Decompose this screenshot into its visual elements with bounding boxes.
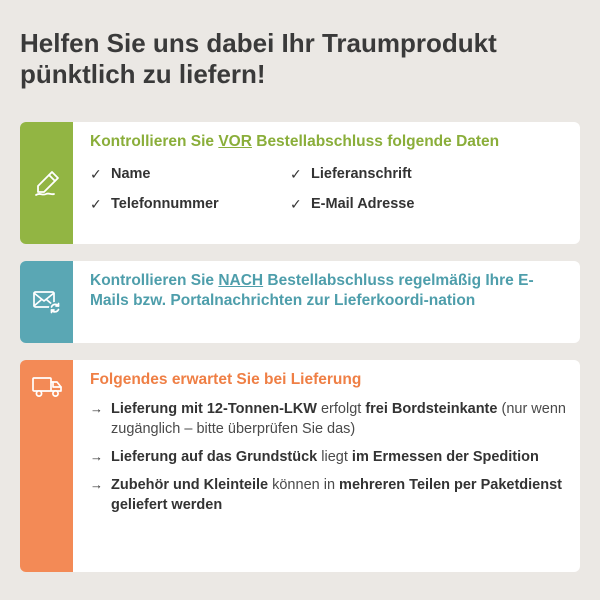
- bold-text: mehreren Teilen per Paketdienst geliefert werden: [111, 477, 562, 513]
- plain-text: (nur wenn zugänglich – bitte überprüfen Sie das): [111, 401, 566, 437]
- list-item: [90, 399, 566, 439]
- check-icon: ✓: [90, 195, 102, 212]
- plain-text: erfolgt: [316, 401, 366, 417]
- check-icon: ✓: [90, 165, 102, 182]
- arrow-right-icon: →: [90, 401, 103, 416]
- title-text: Bestellabschluss regelmäßig Ihre E-Mails bzw. Portalnachrichten zur Lieferkoordi-nation: [90, 272, 534, 309]
- card-content: [90, 132, 566, 215]
- arrow-right-icon: →: [90, 449, 103, 464]
- bold-text: frei Bordsteinkante: [365, 401, 498, 417]
- plain-text: können in: [268, 477, 340, 493]
- bold-text: Zubehör und Kleinteile: [111, 477, 269, 493]
- card-title: [90, 271, 566, 311]
- card-band-green: [20, 122, 73, 244]
- title-text: Kontrollieren Sie: [90, 272, 219, 289]
- list-item: [90, 447, 566, 467]
- pen-signature-icon: [32, 168, 62, 198]
- title-emphasis: VOR: [218, 133, 252, 150]
- headline-line-1: Helfen Sie uns dabei Ihr Traumprodukt: [20, 28, 497, 58]
- list-item: [90, 475, 566, 515]
- check-list: [90, 163, 566, 215]
- delivery-list: [90, 399, 566, 515]
- bold-text: Lieferung mit 12-Tonnen-LKW: [111, 401, 317, 417]
- plain-text: liegt: [317, 449, 352, 465]
- title-text: Bestellabschluss folgende Daten: [251, 133, 500, 150]
- bold-text: Lieferung auf das Grundstück: [111, 449, 318, 465]
- delivery-truck-icon: [31, 374, 63, 400]
- arrow-right-icon: →: [90, 477, 103, 492]
- title-text: Kontrollieren Sie: [90, 133, 219, 150]
- check-item-phone: [90, 193, 290, 215]
- bold-text: im Ermessen der Spedition: [351, 449, 539, 465]
- delivery-expectations-card: [20, 360, 580, 572]
- headline-line-2: pünktlich zu liefern!: [20, 59, 266, 89]
- check-item-name: [90, 163, 290, 185]
- check-icon: ✓: [290, 165, 302, 182]
- check-icon: ✓: [290, 195, 302, 212]
- card-content: [90, 370, 566, 523]
- card-band-teal: [20, 261, 73, 343]
- card-title: [90, 132, 566, 152]
- check-item-label: Name: [111, 166, 151, 182]
- card-band-orange: [20, 360, 73, 572]
- check-item-email: [290, 193, 530, 215]
- check-item-label: Lieferanschrift: [311, 166, 412, 182]
- check-after-order-card: [20, 261, 580, 343]
- mail-refresh-icon: [31, 287, 63, 317]
- check-before-order-card: [20, 122, 580, 244]
- check-item-address: [290, 163, 530, 185]
- page-headline: [20, 28, 580, 90]
- card-title: Folgendes erwartet Sie bei Lieferung: [90, 371, 362, 388]
- check-item-label: E-Mail Adresse: [311, 196, 415, 212]
- check-item-label: Telefonnummer: [111, 196, 219, 212]
- title-emphasis: NACH: [218, 272, 264, 289]
- card-content: [90, 271, 566, 311]
